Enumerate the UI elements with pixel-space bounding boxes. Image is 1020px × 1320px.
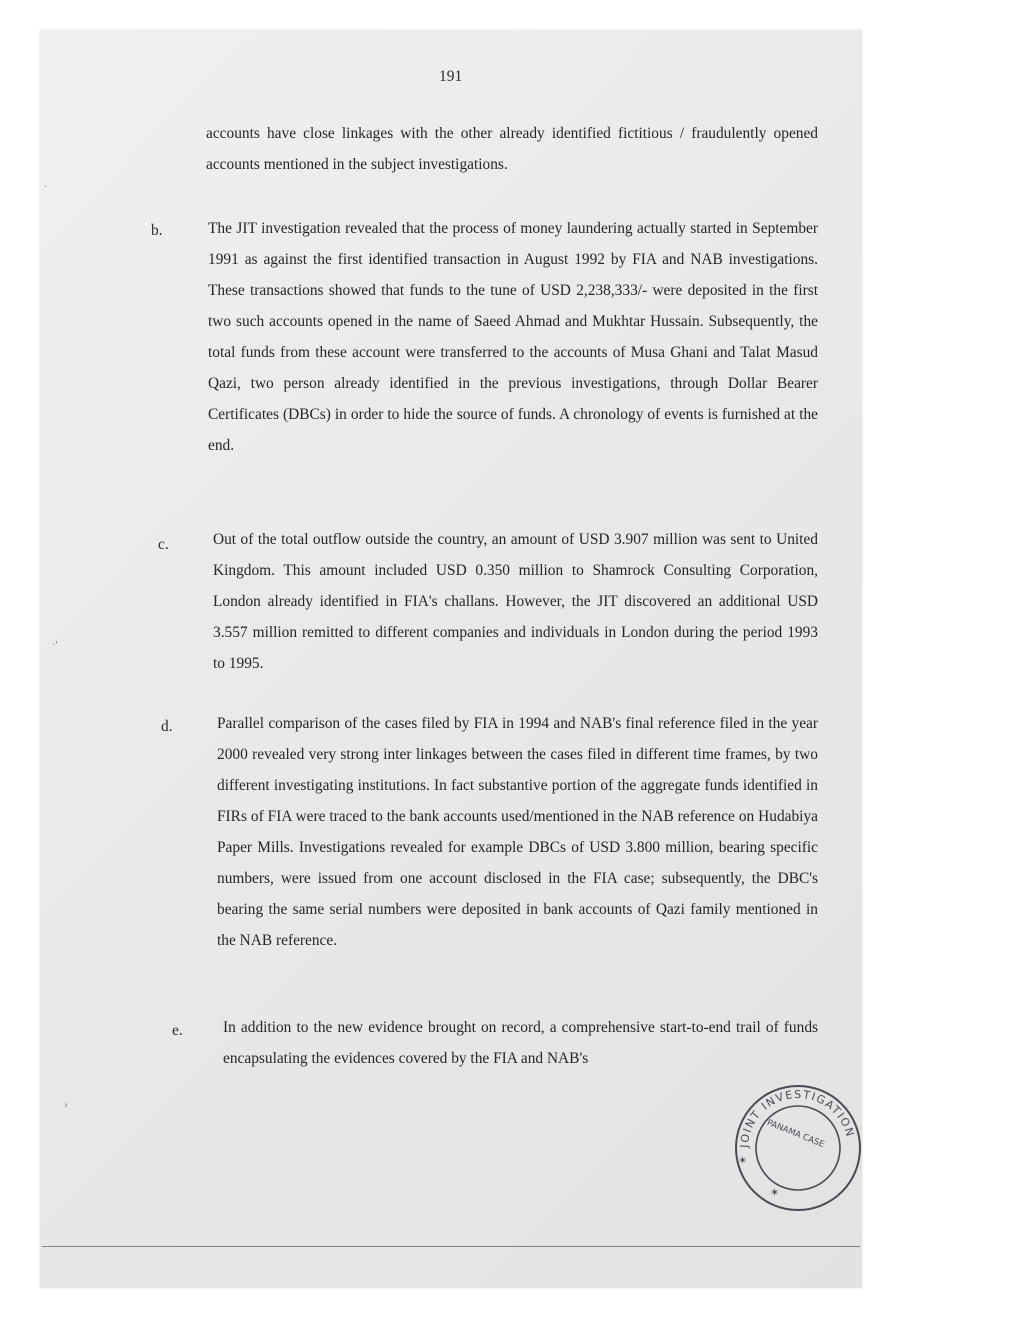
item-text-b: The JIT investigation revealed that the process of money laundering actually started in September 1991 as against the first identified transaction in August 1992 by FIA and NAB investigations. These transactions showed that funds to the tune of USD 2,238,333/- were deposited in the first two such accounts opened in the name of Saeed Ahmad and Mukhtar Hussain. Subsequently, the total funds from these account were transferred to the accounts of Musa Ghani and Talat Masud Qazi, two person already identified in the previous investigations, through Dollar Bearer Certificates (DBCs) in order to hide the source of funds. A chronology of events is furnished at the end. xyxy=(208,220,818,454)
seal-outer-text: JOINT INVESTIGATION xyxy=(737,1087,857,1149)
item-label-b: b. xyxy=(151,222,163,239)
official-seal-stamp xyxy=(730,1078,866,1218)
item-text-e: In addition to the new evidence brought on record, a comprehensive start-to-end trail of funds encapsulating the evidences covered by the FIA and NAB's xyxy=(223,1019,818,1067)
footer-rule xyxy=(42,1246,860,1247)
item-label-c: c. xyxy=(158,536,169,553)
item-label-e: e. xyxy=(172,1022,183,1039)
item-text-c: Out of the total outflow outside the country, an amount of USD 3.907 million was sent to United Kingdom. This amount included USD 0.350 million to Shamrock Consulting Corporation, London already identified in FIA's challans. However, the JIT discovered an additional USD 3.557 million remitted to different companies and individuals in London during the period 1993 to 1995. xyxy=(213,531,818,672)
item-label-d: d. xyxy=(161,718,173,735)
margin-mark: › xyxy=(64,1100,68,1111)
margin-mark: · xyxy=(44,182,48,193)
seal-star-icon: ✶ xyxy=(770,1186,780,1199)
seal-inner-text: PANAMA CASE xyxy=(765,1118,826,1151)
margin-mark: ·' xyxy=(52,640,58,651)
continuation-paragraph: accounts have close linkages with the other already identified fictitious / fraudulently opened accounts mentioned in the subject investigations. xyxy=(206,125,818,173)
page-number: 191 xyxy=(439,68,463,85)
item-text-d: Parallel comparison of the cases filed by FIA in 1994 and NAB's final reference filed in the year 2000 revealed very strong inter linkages between the cases filed in different time frames, by two different investigating institutions. In fact substantive portion of the aggregate funds identified in FIRs of FIA were traced to the bank accounts used/mentioned in the NAB reference on Hudabiya Paper Mills. Investigations revealed for example DBCs of USD 3.800 million, bearing specific numbers, were issued from one account disclosed in the FIA case; subsequently, the DBC's bearing the same serial numbers were deposited in bank accounts of Qazi family mentioned in the NAB reference. xyxy=(217,715,818,949)
seal-star-icon: ✶ xyxy=(738,1154,748,1167)
